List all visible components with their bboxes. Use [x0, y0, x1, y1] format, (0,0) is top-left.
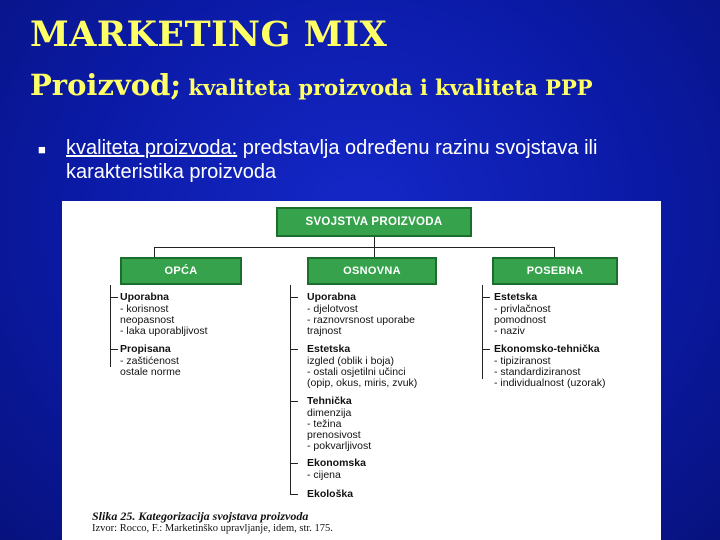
opca-group-1-item: - korisnost	[120, 303, 169, 315]
figure-caption: Slika 25. Kategorizacija svojstava proizvoda	[92, 509, 309, 523]
diagram-figure	[62, 201, 661, 540]
osnovna-group-3-item: - težina	[307, 418, 342, 430]
category-box-posebna: POSEBNA	[492, 257, 618, 285]
opca-group-2-item: ostale norme	[120, 366, 181, 378]
osnovna-group-1-item: - raznovrsnost uporabe	[307, 314, 415, 326]
category-box-opca: OPĆA	[120, 257, 242, 285]
osnovna-group-4-head: Ekonomska	[307, 457, 366, 469]
posebna-group-2-item: - individualnost (uzorak)	[494, 377, 606, 389]
osnovna-group-1-head: Uporabna	[307, 291, 357, 303]
category-box-osnovna: OSNOVNA	[307, 257, 437, 285]
posebna-group-2-item: - tipiziranost	[494, 355, 551, 367]
connector-opca	[154, 247, 155, 257]
posebna-group-2-head: Ekonomsko-tehnička	[494, 343, 600, 355]
osnovna-group-1-item: - djelotvost	[307, 303, 358, 315]
posebna-group-2-item: - standardiziranost	[494, 366, 581, 378]
posebna-tick-1	[482, 297, 490, 298]
osnovna-group-2-item: izgled (oblik i boja)	[307, 355, 394, 367]
opca-group-1-item: - laka uporabljivost	[120, 325, 208, 337]
osnovna-group-3-item: - pokvarljivost	[307, 440, 372, 452]
bullet-point	[38, 136, 638, 184]
figure-source: Izvor: Rocco, F.: Marketinško upravljanje, idem, str. 175.	[92, 523, 333, 534]
osnovna-tick-3	[290, 401, 298, 402]
posebna-group-1-item: pomodnost	[494, 314, 546, 326]
osnovna-tick-2	[290, 349, 298, 350]
osnovna-tick-1	[290, 297, 298, 298]
connector-osnovna	[374, 237, 375, 257]
posebna-vertical-line	[482, 285, 483, 379]
osnovna-group-2-item: (opip, okus, miris, zvuk)	[307, 377, 418, 389]
connector-horizontal	[154, 247, 554, 248]
opca-group-1-head: Uporabna	[120, 291, 170, 303]
osnovna-group-3-item: dimenzija	[307, 407, 352, 419]
subtitle-rest: kvaliteta proizvoda i kvaliteta PPP	[181, 75, 593, 100]
opca-tick-2	[110, 349, 118, 350]
posebna-group-1-item: - privlačnost	[494, 303, 551, 315]
square-bullet-icon: ■	[38, 142, 46, 157]
osnovna-group-1-item: trajnost	[307, 325, 342, 337]
slide-title: MARKETING MIX	[30, 14, 388, 55]
osnovna-group-3-item: prenosivost	[307, 429, 361, 441]
posebna-group-1-item: - naziv	[494, 325, 525, 337]
bullet-definition: predstavlja određenu razinu svojstava ili karakteristika proizvoda	[66, 137, 598, 183]
osnovna-group-3-head: Tehnička	[307, 395, 352, 407]
bullet-text	[66, 136, 638, 184]
osnovna-tick-5	[290, 494, 298, 495]
posebna-tick-2	[482, 349, 490, 350]
osnovna-group-2-head: Estetska	[307, 343, 351, 355]
connector-posebna	[554, 247, 555, 257]
root-box: SVOJSTVA PROIZVODA	[276, 207, 472, 237]
osnovna-group-4-item: - cijena	[307, 469, 341, 481]
opca-group-2-head: Propisana	[120, 343, 171, 355]
opca-group-2-item: - zaštićenost	[120, 355, 179, 367]
subtitle-main: Proizvod;	[30, 68, 182, 102]
opca-tick-1	[110, 297, 118, 298]
osnovna-tick-4	[290, 463, 298, 464]
osnovna-group-5-head: Ekološka	[307, 488, 354, 500]
osnovna-group-2-item: - ostali osjetilni učinci	[307, 366, 406, 378]
bullet-term: kvaliteta proizvoda:	[66, 137, 238, 159]
slide-subtitle	[30, 68, 593, 102]
posebna-group-1-head: Estetska	[494, 291, 538, 303]
opca-group-1-item: neopasnost	[120, 314, 175, 326]
